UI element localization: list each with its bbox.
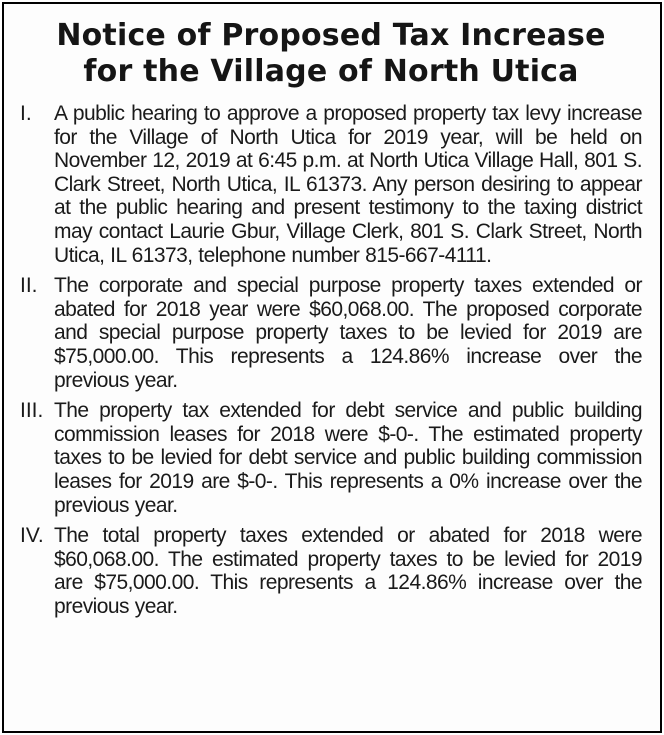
notice-title <box>20 18 642 90</box>
tax-notice <box>2 2 662 733</box>
notice-items <box>20 102 642 618</box>
notice-item-2 <box>20 274 642 392</box>
item-text: The total property taxes extended or abated for 2018 were $60,068.00. The estimated property taxes to be levied for 2019 are $75,000.00. This represents a 124.86% increase over the previous year. <box>54 524 642 618</box>
item-number: I. <box>20 102 32 125</box>
item-text: The corporate and special purpose property taxes extended or abated for 2018 year were $60,068.00. The proposed corporate and special purpose property taxes to be levied for 2019 are $75,000.00. This represents a 124.86% increase over the previous year. <box>54 274 642 392</box>
notice-item-4 <box>20 524 642 618</box>
notice-title-line-2: for the Village of North Utica <box>83 54 579 89</box>
item-text: The property tax extended for debt service and public building commission leases for 2018 were $-0-. The estimated property taxes to be levied for debt service and public building commission leases for 2019 are $-0-. This represents a 0% increase over the previous year. <box>54 399 642 517</box>
item-number: IV. <box>20 524 44 548</box>
notice-title-line-1: Notice of Proposed Tax Increase <box>56 18 606 53</box>
item-text: A public hearing to approve a proposed property tax levy increase for the Village of North Utica for 2019 year, will be held on November 12, 2019 at 6:45 p.m. at North Utica Village Hall, 801 S. Clark Street, North Utica, IL 61373. Any person desiring to appear at the public hearing and present testimony to the taxing district may contact Laurie Gbur, Village Clerk, 801 S. Clark Street, North Utica, IL 61373, telephone number 815-667-4111. <box>54 102 642 267</box>
notice-item-3 <box>20 399 642 517</box>
item-number: II. <box>20 274 38 298</box>
notice-item-1 <box>20 102 642 267</box>
item-number: III. <box>20 399 44 423</box>
